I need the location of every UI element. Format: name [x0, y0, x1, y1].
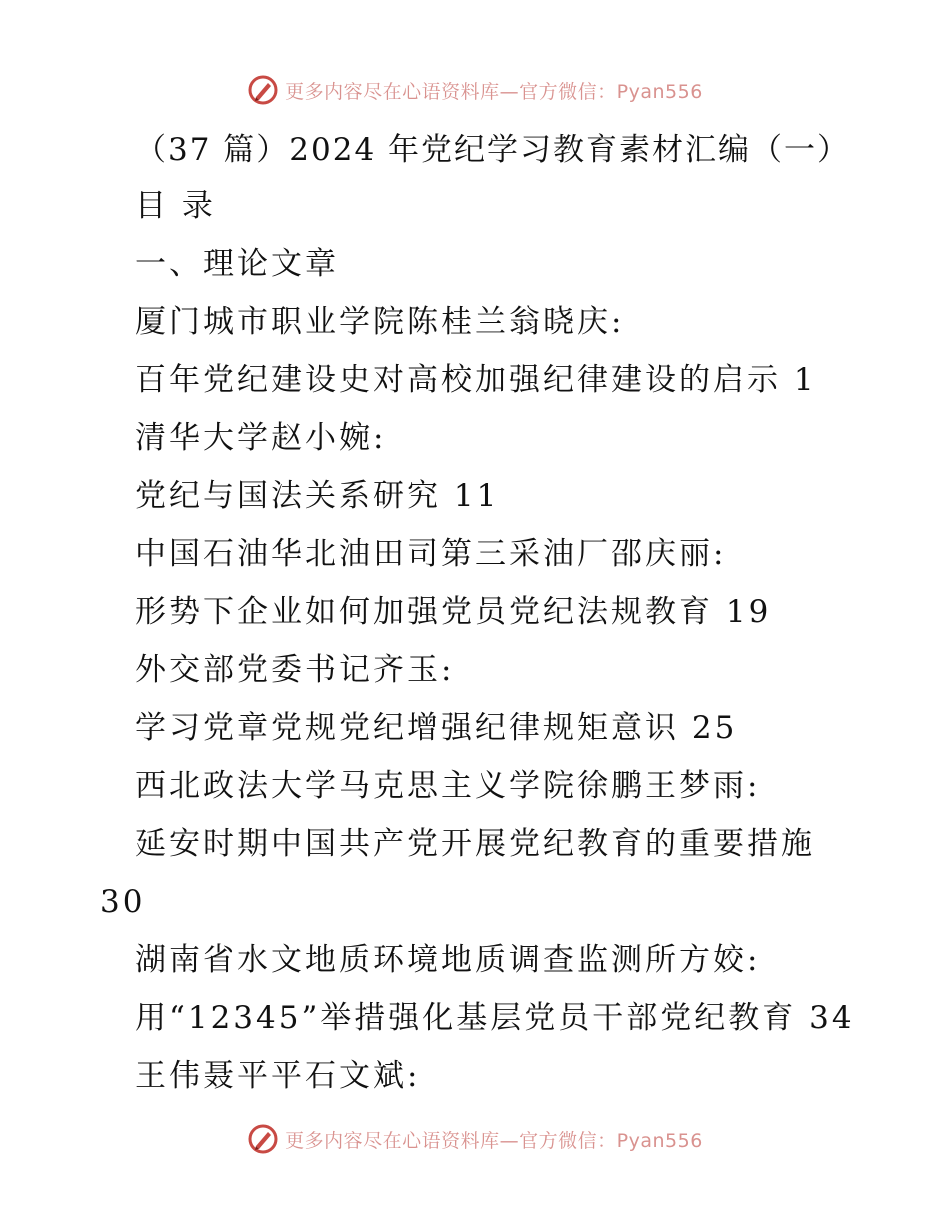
document-title: （37 篇）2024 年党纪学习教育素材汇编（一）	[135, 132, 851, 168]
toc-article: 党纪与国法关系研究 11	[135, 478, 500, 514]
footer-watermark	[0, 1119, 950, 1159]
toc-author: 西北政法大学马克思主义学院徐鹏王梦雨:	[135, 768, 761, 804]
header-watermark	[0, 70, 950, 110]
toc-article: 延安时期中国共产党开展党纪教育的重要措施	[135, 826, 815, 862]
toc-heading: 目 录	[135, 188, 216, 224]
watermark-text: 更多内容尽在心语资料库—官方微信：Pyan556	[285, 80, 703, 103]
pen-logo-icon	[247, 1123, 279, 1155]
toc-author: 湖南省水文地质环境地质调查监测所方姣:	[135, 942, 761, 978]
watermark-text: 更多内容尽在心语资料库—官方微信：Pyan556	[285, 1129, 703, 1152]
toc-author: 中国石油华北油田司第三采油厂邵庆丽:	[135, 536, 727, 572]
toc-author: 清华大学赵小婉:	[135, 420, 387, 456]
toc-page-number: 30	[100, 884, 146, 920]
toc-article: 百年党纪建设史对高校加强纪律建设的启示 1	[135, 362, 817, 398]
toc-article: 用“12345”举措强化基层党员干部党纪教育 34	[135, 1000, 855, 1036]
pen-logo-icon	[247, 74, 279, 106]
toc-author: 外交部党委书记齐玉:	[135, 652, 455, 688]
toc-article: 形势下企业如何加强党员党纪法规教育 19	[135, 594, 772, 630]
section-heading: 一、理论文章	[135, 246, 339, 282]
toc-article: 学习党章党规党纪增强纪律规矩意识 25	[135, 710, 738, 746]
toc-author: 厦门城市职业学院陈桂兰翁晓庆:	[135, 304, 625, 340]
toc-author: 王伟聂平平石文斌:	[135, 1058, 421, 1094]
